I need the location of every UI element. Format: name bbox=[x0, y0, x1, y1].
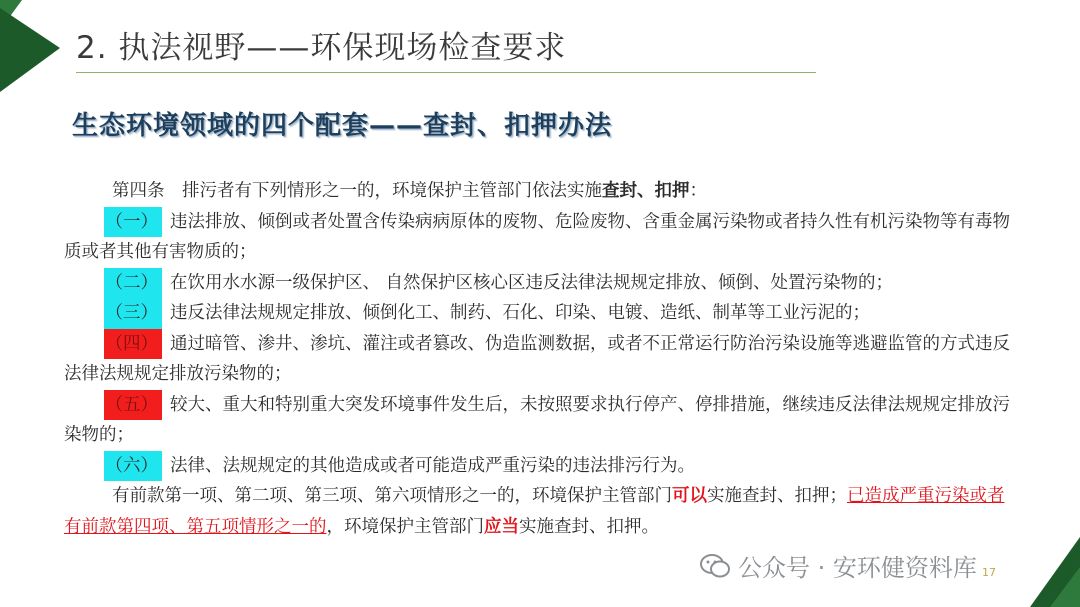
article-intro: 第四条 排污者有下列情形之一的，环境保护主管部门依法实施查封、扣押： bbox=[112, 181, 707, 201]
slide-subtitle: 生态环境领域的四个配套——查封、扣押办法 bbox=[72, 111, 613, 141]
item-tag: （五） bbox=[104, 390, 162, 421]
article-body bbox=[64, 176, 1016, 542]
article-item: （三） 违反法律法规规定排放、倾倒化工、制药、石化、印染、电镀、造纸、制革等工业污泥的； bbox=[64, 298, 1016, 329]
title-divider bbox=[76, 72, 816, 73]
intro-emphasis: 查封、扣押 bbox=[602, 181, 690, 201]
item-tag: （四） bbox=[104, 329, 162, 360]
watermark bbox=[700, 548, 977, 583]
item-tag: （六） bbox=[104, 451, 162, 482]
corner-triangle-decoration bbox=[1030, 537, 1080, 607]
article-item: （四） 通过暗管、渗井、渗坑、灌注或者篡改、伪造监测数据，或者不正常运行防治污染设施等逃避监管的方式违反法律法规规定排放污染物的； bbox=[64, 329, 1016, 390]
item-tag: （一） bbox=[104, 207, 162, 238]
wechat-icon bbox=[700, 553, 730, 579]
article-item: （一） 违法排放、倾倒或者处置含传染病病原体的废物、危险废物、含重金属污染物或者持久性有机污染物等有毒物质或者其他有害物质的； bbox=[64, 207, 1016, 268]
article-closing: 有前款第一项、第二项、第三项、第六项情形之一的，环境保护主管部门可以实施查封、扣押；已造成严重污染或者有前款第四项、第五项情形之一的，环境保护主管部门应当实施查封、扣押。 bbox=[64, 486, 1005, 537]
slide-title: 2. 执法视野——环保现场检查要求 bbox=[76, 30, 567, 66]
article-item: （二） 在饮用水水源一级保护区、 自然保护区核心区违反法律法规规定排放、倾倒、处置污染物的； bbox=[64, 268, 1016, 299]
shall-emphasis: 应当 bbox=[484, 516, 519, 537]
page-number: 17 bbox=[982, 566, 996, 579]
underlined-condition: 已造成严重污染或者有前款第四项、第五项情形之一的 bbox=[64, 486, 1005, 537]
item-tag: （二） bbox=[104, 268, 162, 299]
article-item: （五） 较大、重大和特别重大突发环境事件发生后，未按照要求执行停产、停排措施，继续违反法律法规规定排放污染物的； bbox=[64, 390, 1016, 451]
article-item: （六） 法律、法规规定的其他造成或者可能造成严重污染的违法排污行为。 bbox=[64, 451, 1016, 482]
corner-triangle-decoration bbox=[0, 0, 70, 96]
may-emphasis: 可以 bbox=[672, 486, 707, 506]
watermark-text: 公众号 · 安环健资料库 bbox=[738, 554, 977, 582]
item-tag: （三） bbox=[104, 298, 162, 329]
